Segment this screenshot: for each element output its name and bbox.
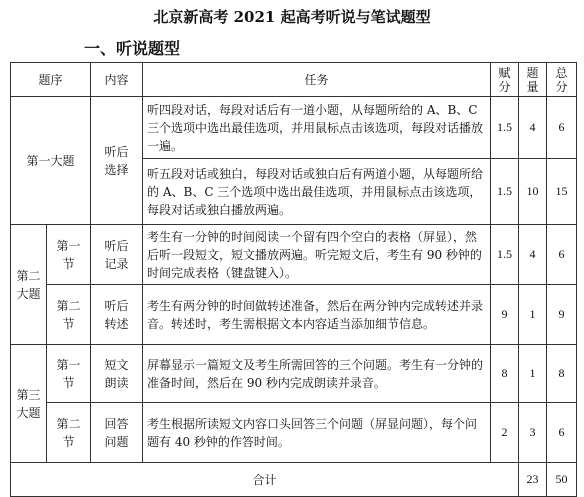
table-row <box>11 285 577 345</box>
part3-section2-total: 6 <box>547 403 577 463</box>
part3-section2-content: 回答 问题 <box>91 403 143 463</box>
header-question-count: 题 量 <box>519 63 547 97</box>
footer-label: 合计 <box>11 463 519 497</box>
part2-section2-count: 1 <box>519 285 547 345</box>
footer-total: 50 <box>547 463 577 497</box>
part2-section1-count: 4 <box>519 225 547 285</box>
table-header-row <box>11 63 577 97</box>
page-title: 北京新高考 2021 起高考听说与笔试题型 <box>153 8 431 26</box>
part2-section2-task: 考生有两分钟的时间做转述准备，然后在两分钟内完成转述并录音。转述时，考生需根据文本内容适当添加细节信息。 <box>143 285 491 345</box>
part3-section2-score: 2 <box>491 403 519 463</box>
part1-row2-count: 10 <box>519 159 547 225</box>
part2-section1-content: 听后 记录 <box>91 225 143 285</box>
part3-section1: 第一 节 <box>47 345 91 403</box>
part2-section2-total: 9 <box>547 285 577 345</box>
section-heading: 一、听说题型 <box>84 39 181 58</box>
header-total-score: 总 分 <box>547 63 577 97</box>
part3-section2-count: 3 <box>519 403 547 463</box>
part2-section2-content: 听后 转述 <box>91 285 143 345</box>
header-score-per-question: 赋 分 <box>491 63 519 97</box>
part1-label: 第一大题 <box>11 97 91 225</box>
part1-row1-count: 4 <box>519 97 547 159</box>
question-type-table <box>10 62 577 497</box>
part2-label: 第二 大题 <box>11 225 47 345</box>
part2-section1: 第一 节 <box>47 225 91 285</box>
part1-row1-score: 1.5 <box>491 97 519 159</box>
footer-count: 23 <box>519 463 547 497</box>
part1-row1-total: 6 <box>547 97 577 159</box>
part2-section1-score: 1.5 <box>491 225 519 285</box>
part1-row1-task: 听四段对话，每段对话后有一道小题，从每题所给的 A、B、C 三个选项中选出最佳选项，并用鼠标点击该选项，每段对话播放一遍。 <box>143 97 491 159</box>
part3-label: 第三 大题 <box>11 345 47 463</box>
part2-section2-score: 9 <box>491 285 519 345</box>
part3-section2-task: 考生根据所读短文内容口头回答三个问题（屏显问题），每个问题有 40 秒钟的作答时间。 <box>143 403 491 463</box>
part3-section2: 第二 节 <box>47 403 91 463</box>
part2-section1-task: 考生有一分钟的时间阅读一个留有四个空白的表格（屏显），然后听一段短文，短文播放两遍。听完短文后，考生有 90 秒钟的时间完成表格（键盘键入）。 <box>143 225 491 285</box>
part1-row2-task: 听五段对话或独白，每段对话或独白后有两道小题，从每题所给的 A、B、C 三个选项中选出最佳选项，并用鼠标点击该选项，每段对话或独白播放两遍。 <box>143 159 491 225</box>
part1-content: 听后 选择 <box>91 97 143 225</box>
table-footer-row <box>11 463 577 497</box>
table-row <box>11 225 577 285</box>
part1-row2-total: 15 <box>547 159 577 225</box>
part3-section1-task: 屏幕显示一篇短文及考生所需回答的三个问题。考生有一分钟的准备时间，然后在 90 秒内完成朗读并录音。 <box>143 345 491 403</box>
part3-section1-score: 8 <box>491 345 519 403</box>
part2-section2: 第二 节 <box>47 285 91 345</box>
part3-section1-count: 1 <box>519 345 547 403</box>
header-task: 任务 <box>143 63 491 97</box>
part3-section1-content: 短文 朗读 <box>91 345 143 403</box>
part3-section1-total: 8 <box>547 345 577 403</box>
table-row <box>11 345 577 403</box>
part1-row2-score: 1.5 <box>491 159 519 225</box>
table-row <box>11 403 577 463</box>
header-content: 内容 <box>91 63 143 97</box>
part2-section1-total: 6 <box>547 225 577 285</box>
header-sequence: 题序 <box>11 63 91 97</box>
table-row <box>11 97 577 159</box>
